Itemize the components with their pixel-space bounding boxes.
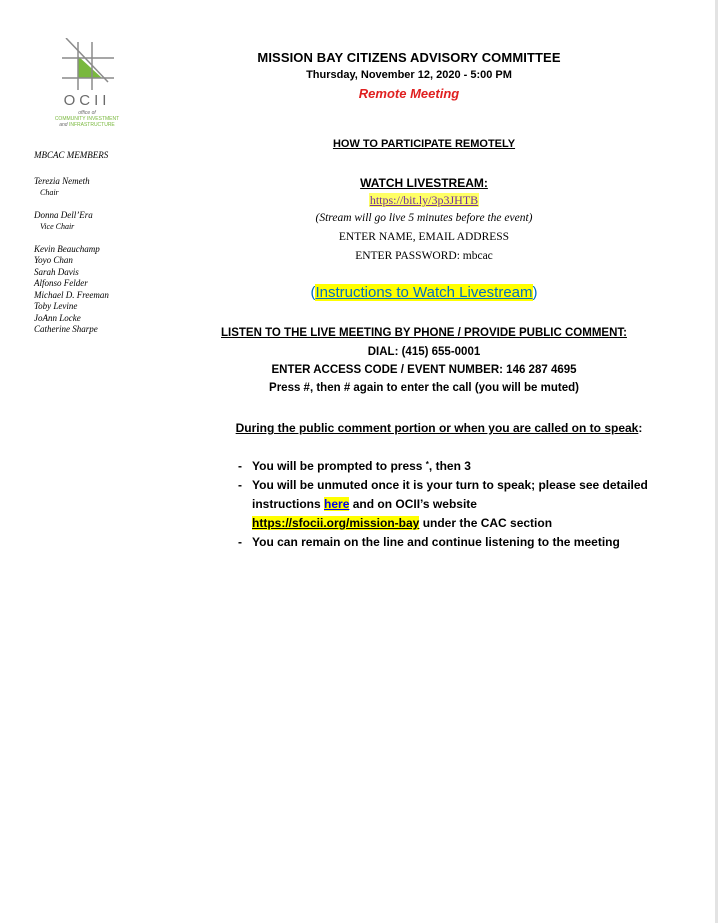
participate-heading: HOW TO PARTICIPATE REMOTELY xyxy=(332,138,516,150)
enter-password-text: ENTER PASSWORD: mbcac xyxy=(355,250,493,262)
logo-line4: INFRASTRUCTURE xyxy=(68,122,115,128)
logo-line1: office of xyxy=(78,110,96,116)
comment-heading-text: During the public comment portion or when you are called on to speak xyxy=(235,421,639,435)
bullet-dash: - xyxy=(238,478,242,492)
vice-chair-name: Donna Dell’Era xyxy=(34,209,93,220)
access-code: ENTER ACCESS CODE / EVENT NUMBER: 146 287 4695 xyxy=(271,364,577,376)
member-name: JoAnn Locke xyxy=(34,312,81,323)
member-name: Kevin Beauchamp xyxy=(34,243,100,254)
bullet-item xyxy=(238,476,678,533)
instructions-close-paren: ) xyxy=(532,284,538,301)
member-name: Yoyo Chan xyxy=(34,255,73,265)
press-instructions: Press #, then # again to enter the call (you will be muted) xyxy=(269,382,579,394)
comment-bullets xyxy=(238,457,678,552)
bullet-item xyxy=(238,457,678,476)
logo-wordmark: OCII xyxy=(63,92,111,109)
member-name: Michael D. Freeman xyxy=(34,289,109,300)
livestream-line xyxy=(170,193,678,208)
instructions-open-paren: ( xyxy=(310,284,316,301)
bullet-item xyxy=(238,533,678,552)
stream-note: (Stream will go live 5 minutes before the event) xyxy=(315,212,533,224)
logo-line2: COMMUNITY INVESTMENT xyxy=(54,116,120,122)
chair-name: Terezia Nemeth xyxy=(34,175,90,186)
enter-name-text: ENTER NAME, EMAIL ADDRESS xyxy=(338,231,510,243)
instructions-link[interactable]: Instructions to Watch Livestream xyxy=(315,284,533,301)
chair-role: Chair xyxy=(40,188,59,197)
logo-line3: and xyxy=(59,122,68,128)
bullet2-text-c: under the CAC section xyxy=(419,516,553,530)
phone-heading: LISTEN TO THE LIVE MEETING BY PHONE / PROVIDE PUBLIC COMMENT: xyxy=(221,327,627,339)
instructions-line xyxy=(170,284,678,301)
member-name: Alfonso Felder xyxy=(34,278,88,288)
comment-heading xyxy=(190,421,688,435)
bullet-dash: - xyxy=(238,535,242,549)
bullet2-text-b: and on OCII’s website xyxy=(349,497,477,511)
ocii-website-link[interactable]: https://sfocii.org/mission-bay xyxy=(252,516,420,530)
member-name: Toby Levine xyxy=(34,301,78,311)
bullet3-text: You can remain on the line and continue listening to the meeting xyxy=(252,535,620,549)
logo-subtitle xyxy=(38,110,136,128)
vice-chair-role: Vice Chair xyxy=(40,222,75,231)
bullet1-text-a: You will be prompted to press xyxy=(252,459,426,473)
members-sidebar xyxy=(34,150,164,336)
bullet-dash: - xyxy=(238,459,242,473)
committee-title: MISSION BAY CITIZENS ADVISORY COMMITTEE xyxy=(257,50,561,65)
meeting-mode: Remote Meeting xyxy=(358,86,460,101)
member-name: Sarah Davis xyxy=(34,266,79,277)
member-name: Catherine Sharpe xyxy=(34,324,98,334)
here-link[interactable]: here xyxy=(324,497,350,511)
watch-heading: WATCH LIVESTREAM: xyxy=(360,176,488,190)
ocii-logo-icon xyxy=(56,38,116,90)
bullet2-text-a: You will be unmuted once it is your turn to speak; please see detailed instructions xyxy=(252,478,648,511)
comment-heading-colon: : xyxy=(638,421,643,435)
meeting-date: Thursday, November 12, 2020 - 5:00 PM xyxy=(306,69,512,81)
livestream-link[interactable]: https://bit.ly/3p3JHTB xyxy=(369,193,479,207)
dial-number: DIAL: (415) 655-0001 xyxy=(367,346,481,358)
star-symbol: * xyxy=(425,460,429,469)
members-heading: MBCAC MEMBERS xyxy=(34,150,109,160)
bullet1-text-b: , then 3 xyxy=(428,459,471,473)
